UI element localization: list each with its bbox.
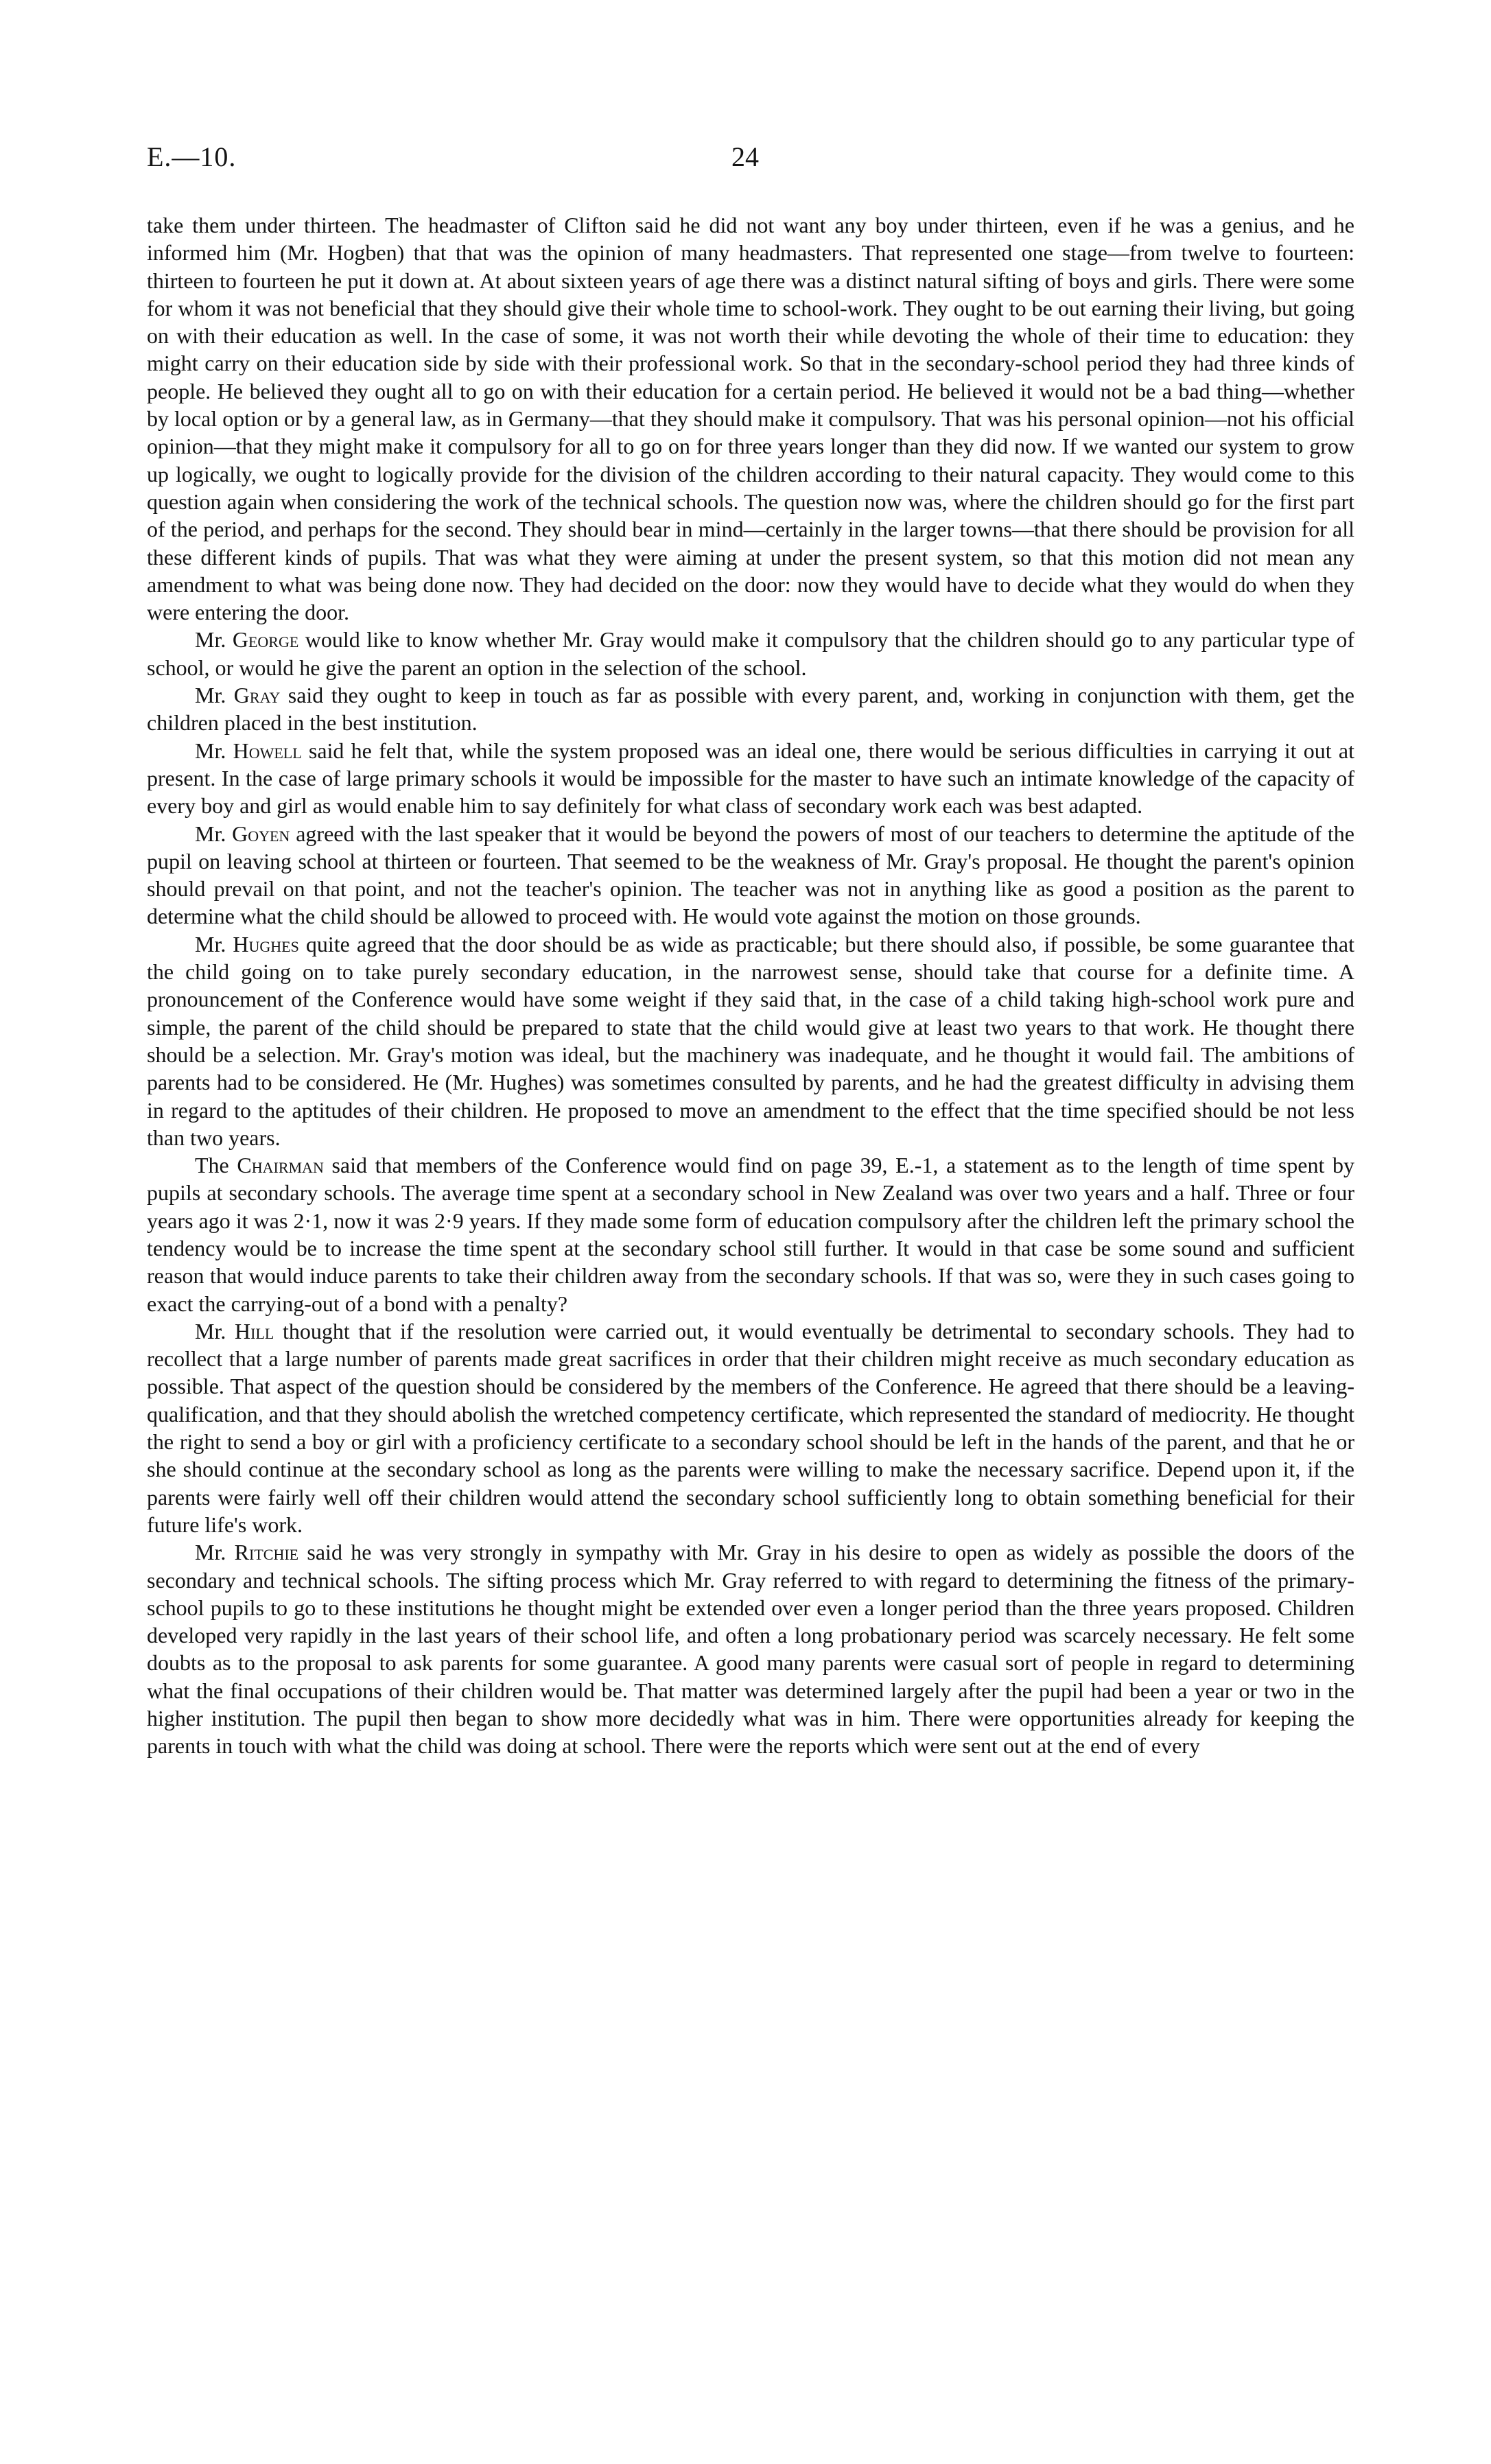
paragraph-text: take them under thirteen. The headmaster of Clifton said he did not want any boy under thirteen, even if he was a genius, and he informed him (Mr. Hogben) that that was the opinion of many headmasters. That represented one stage—from twelve to fourteen: thirteen to fourteen he put it down at. At about sixteen years of age there was a distinct natural sifting of boys and girls. There were some for whom it was not beneficial that they should give their whole time to school-work. They ought to be out earning their living, but going on with their education as well. In the case of some, it was not worth their while devoting the whole of their time to education: they might carry on their education side by side with their professional work. So that in the secondary-school period they had three kinds of people. He believed they ought all to go on with their education for a certain period. He believed it would not be a bad thing—whether by local option or by a general law, as in Germany—that they should make it compulsory. That was his personal opinion—not his official opinion—that they might make it compulsory for all to go on for three years longer than they did now. If we wanted our system to grow up logically, we ought to logically provide for the division of the children according to their natural capacity. They would come to this question again when considering the work of the technical schools. The question now was, where the children should go for the first part of the period, and perhaps for the second. They should bear in mind—certainly in the larger towns—that there should be provision for all these different kinds of pupils. That was what they were aiming at under the present system, so that this motion did not mean any amendment to what was being done now. They had decided on the door: now they would have to decide what they would do when they were entering the door.: [147, 213, 1354, 625]
speaker-title: Mr.: [195, 627, 226, 653]
speaker-title: Mr.: [195, 683, 226, 708]
paragraph-goyen: [147, 820, 1354, 930]
paragraph-text: said he was very strongly in sympathy with Mr. Gray in his desire to open as widely as possible the doors of the secondary and technical schools. The sifting process which Mr. Gray referred to with regard to determining the fitness of the primary-school pupils to go to these institutions he thought might be extended over even a longer period than the three years proposed. Children developed very rapidly in the last years of their school life, and often a long probationary period was scarcely necessary. He felt some doubts as to the proposal to ask parents for some guarantee. A good many parents were casual sort of people in regard to determining what the final occupations of their children would be. That matter was determined largely after the pupil had been a year or two in the higher institution. The pupil then began to show more decidedly what was in him. There were opportunities already for keeping the parents in touch with what the child was doing at school. There were the reports which were sent out at the end of every: [147, 1540, 1355, 1759]
paragraph-howell: [147, 737, 1354, 820]
page-number: 24: [731, 141, 759, 172]
paragraph-hughes: [147, 930, 1354, 1151]
speaker-name: Chairman: [237, 1153, 324, 1178]
paragraph-ritchie: [147, 1538, 1354, 1759]
speaker-name: Ritchie: [234, 1540, 299, 1565]
paragraph-continued: [147, 211, 1354, 626]
speaker-name: George: [232, 627, 299, 653]
speaker-title: Mr.: [195, 1318, 226, 1344]
paragraph-text: said they ought to keep in touch as far as possible with every parent, and, working in conjunction with them, get the children placed in the best institution.: [147, 683, 1355, 736]
paragraph-hill: [147, 1317, 1354, 1538]
speaker-title: Mr.: [195, 821, 226, 846]
paragraph-text: said he felt that, while the system proposed was an ideal one, there would be serious difficulties in carrying it out at present. In the case of large primary schools it would be impossible for the master to have such an intimate knowledge of the capacity of every boy and girl as would enable him to say definitely for what class of secondary work each was best adapted.: [147, 738, 1355, 819]
page-header: [147, 141, 1354, 182]
paragraph-text: quite agreed that the door should be as wide as practicable; but there should also, if possible, be some guarantee that the child going on to take purely secondary education, in the narrowest sense, should take that course for a definite time. A pronouncement of the Conference would have some weight if they said that, in the case of a child taking high-school work pure and simple, the parent of the child should be prepared to state that the child would give at least two years to that work. He thought there should be a selection. Mr. Gray's motion was ideal, but the machinery was inadequate, and he thought it would fail. The ambitions of parents had to be considered. He (Mr. Hughes) was sometimes consulted by parents, and he had the greatest difficulty in advising them in regard to the aptitudes of their children. He proposed to move an amendment to the effect that the time specified should be not less than two years.: [147, 931, 1355, 1150]
document-reference: E.—10.: [147, 141, 237, 172]
paragraph-text: thought that if the resolution were carried out, it would eventually be detrimental to secondary schools. They had to recollect that a large number of parents made great sacrifices in order that their children might receive as much secondary education as possible. That aspect of the question should be considered by the members of the Conference. He agreed that there should be a leaving-qualification, and that they should abolish the wretched competency certificate, which represented the standard of mediocrity. He thought the right to send a boy or girl with a proficiency certificate to a secondary school should be left in the hands of the parent, and that he or she should continue at the secondary school as long as the parents were willing to make the necessary sacrifice. Depend upon it, if the parents were fairly well off their children would attend the secondary school sufficiently long to obtain something beneficial for their future life's work.: [147, 1318, 1355, 1537]
paragraph-text: said that members of the Conference would find on page 39, E.-1, a statement as to the length of time spent by pupils at secondary schools. The average time spent at a secondary school in New Zealand was over two years and a half. Three or four years ago it was 2·1, now it was 2·9 years. If they made some form of education compulsory after the children left the primary school the tendency would be to increase the time spent at the secondary school still further. It would in that case be some sound and sufficient reason that would induce parents to take their children away from the secondary schools. If that was so, were they in such cases going to exact the carrying-out of a bond with a penalty?: [147, 1153, 1355, 1316]
paragraph-text: agreed with the last speaker that it would be beyond the powers of most of our teachers to determine the aptitude of the pupil on leaving school at thirteen or fourteen. That seemed to be the weakness of Mr. Gray's proposal. He thought the parent's opinion should prevail on that point, and not the teacher's opinion. The teacher was not in anything like as good a position as the parent to determine what the child should be allowed to proceed with. He would vote against the motion on those grounds.: [147, 821, 1355, 929]
speaker-name: Gray: [233, 683, 281, 708]
speaker-title: Mr.: [195, 738, 226, 763]
speaker-name: Goyen: [232, 821, 290, 846]
speaker-name: Hill: [235, 1318, 274, 1344]
speaker-title: The: [195, 1153, 229, 1178]
paragraph-george: [147, 626, 1354, 681]
paragraph-text: would like to know whether Mr. Gray would make it compulsory that the children should go to any particular type of school, or would he give the parent an option in the selection of the school.: [147, 627, 1355, 680]
paragraph-gray: [147, 681, 1354, 737]
body-text: [147, 211, 1354, 1760]
speaker-name: Howell: [233, 738, 302, 763]
paragraph-chairman: [147, 1151, 1354, 1317]
speaker-title: Mr.: [195, 931, 226, 957]
speaker-title: Mr.: [195, 1540, 226, 1565]
speaker-name: Hughes: [233, 931, 299, 957]
